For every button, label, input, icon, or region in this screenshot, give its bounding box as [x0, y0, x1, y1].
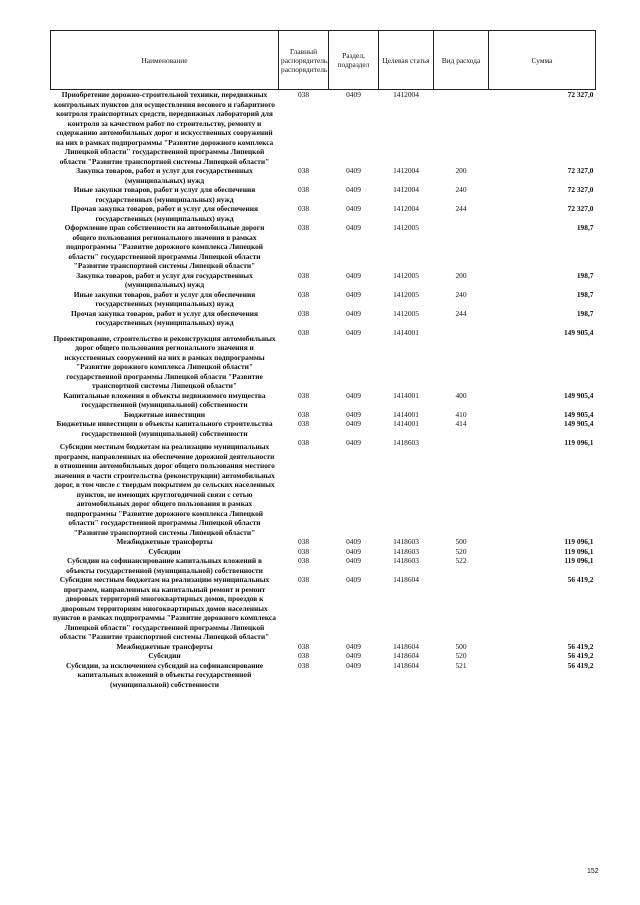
- row-name: Бюджетные инвестиции: [123, 409, 205, 419]
- row-expense-type: 240: [455, 185, 467, 194]
- row-name: Прочая закупка товаров, работ и услуг для обеспечения государственных (муниципальных) нужд: [71, 204, 258, 223]
- table-row: [51, 223, 596, 271]
- row-target: 1412004: [393, 166, 419, 175]
- row-section: 0409: [346, 390, 361, 400]
- row-section: 0409: [346, 575, 361, 584]
- row-grbs: 038: [297, 185, 310, 194]
- row-target: 1414001: [393, 419, 419, 428]
- table-row: [51, 419, 596, 438]
- table-row: [51, 391, 596, 410]
- row-target: 1418603: [393, 556, 419, 565]
- row-section: 0409: [346, 419, 361, 428]
- row-sum: 149 905,4: [563, 390, 594, 400]
- table-row: [51, 328, 596, 391]
- row-expense-type: 200: [455, 270, 467, 280]
- row-target: 1412005: [393, 223, 419, 232]
- row-name: Прочая закупка товаров, работ и услуг для обеспечения государственных (муниципальных) нужд: [71, 308, 258, 327]
- row-sum: 198,7: [576, 270, 594, 280]
- row-grbs: 038: [297, 651, 310, 660]
- budget-table-page: [50, 30, 595, 689]
- row-sum: 149 905,4: [563, 409, 594, 419]
- header-sum: Сумма: [489, 31, 596, 90]
- table-header-row: [51, 31, 596, 90]
- row-target: 1418604: [393, 575, 419, 584]
- row-expense-type: 414: [455, 419, 467, 428]
- table-row: [51, 661, 596, 690]
- table-row: [51, 90, 596, 167]
- header-grbs: Главный распорядитель, распорядитель: [279, 31, 329, 90]
- row-target: 1414001: [393, 409, 419, 419]
- table-row: [51, 547, 596, 557]
- row-grbs: 038: [297, 546, 310, 556]
- budget-table: [50, 30, 596, 689]
- row-expense-type: 240: [455, 289, 467, 299]
- row-sum: 72 327,0: [567, 204, 594, 213]
- table-row: [51, 537, 596, 547]
- row-name: Субсидии на софинансирование капитальных вложений в объекты государственной (муниципальной) собственности: [66, 556, 263, 575]
- row-name: Иные закупки товаров, работ и услуг для обеспечения государственных (муниципальных) нужд: [73, 289, 256, 308]
- row-grbs: 038: [297, 641, 310, 651]
- row-grbs: 038: [297, 537, 310, 546]
- row-expense-type: 520: [455, 546, 467, 556]
- row-name: Субсидии, за исключением субсидий на софинансирование капитальных вложений в объекты государственной (муниципальной) собственности: [65, 660, 263, 689]
- row-section: 0409: [346, 185, 361, 194]
- row-grbs: 038: [297, 308, 310, 318]
- row-sum: 119 096,1: [564, 546, 594, 556]
- row-target: 1412005: [393, 289, 419, 299]
- row-expense-type: [434, 438, 489, 537]
- row-name: Субсидии: [148, 546, 181, 556]
- row-sum: 119 096,1: [564, 556, 594, 565]
- row-sum: 149 905,4: [563, 419, 594, 428]
- table-row: [51, 185, 596, 204]
- row-sum: 56 419,2: [567, 641, 594, 651]
- row-expense-type: [434, 223, 489, 271]
- row-section: 0409: [346, 556, 361, 565]
- row-target: 1418603: [393, 546, 419, 556]
- row-sum: 72 327,0: [567, 90, 594, 99]
- row-target: 1414001: [393, 390, 419, 400]
- row-grbs: 038: [297, 556, 310, 565]
- row-section: 0409: [346, 166, 361, 175]
- row-section: 0409: [346, 409, 361, 419]
- header-target: Целевая статья: [379, 31, 434, 90]
- table-row: [51, 556, 596, 575]
- row-name: Субсидии местным бюджетам на реализацию муниципальных программ, направленных на обеспечение дорожной деятельности в отношении автомобильных дорог общего пользования местного значения в части строительства (реконструкции) автомобильных дорог, в том числе с твердым покрытием до сельских населенных пунктов, не имеющих круглогодичной связи с сетью автомобильных дорог общего пользования в рамках подпрограммы "Развитие дорожного комплекса Липецкой области" государственной программы Липецкой области "Развитие транспортной системы Липецкой области": [54, 442, 275, 537]
- row-expense-type: 500: [455, 537, 467, 546]
- table-row: [51, 204, 596, 223]
- row-sum: 72 327,0: [567, 185, 594, 194]
- row-name: Субсидии местным бюджетам на реализацию муниципальных программ, направленных на капитальный ремонт и ремонт дворовых территорий многоквартирных домов, проездов к дворовым территориям многоквартирных домов населенных пунктов в рамках подпрограммы "Развитие дорожного комплекса Липецкой области" государственной программы Липецкой области "Развитие транспортной системы Липецкой области": [52, 575, 276, 641]
- row-section: 0409: [346, 641, 361, 651]
- row-target: 1414001: [393, 327, 419, 337]
- row-grbs: 038: [297, 166, 310, 175]
- row-expense-type: 500: [455, 641, 467, 651]
- row-grbs: 038: [297, 660, 310, 670]
- header-expense-type: Вид расхода: [434, 31, 489, 90]
- row-expense-type: 244: [455, 308, 467, 318]
- row-sum: 56 419,2: [567, 575, 594, 584]
- row-grbs: 038: [297, 270, 310, 280]
- row-target: 1418603: [393, 438, 419, 447]
- row-grbs: 038: [297, 409, 310, 419]
- row-grbs: 038: [297, 327, 310, 337]
- row-sum: 72 327,0: [567, 166, 594, 175]
- row-name: Закупка товаров, работ и услуг для государственных (муниципальных) нужд: [76, 270, 253, 289]
- row-grbs: 038: [297, 419, 310, 428]
- row-sum: 198,7: [576, 289, 594, 299]
- row-expense-type: 521: [455, 660, 467, 670]
- table-row: [51, 290, 596, 309]
- row-target: 1412004: [393, 204, 419, 213]
- row-section: 0409: [346, 289, 361, 299]
- row-expense-type: 410: [455, 409, 467, 419]
- table-row: [51, 410, 596, 420]
- row-target: 1412005: [393, 308, 419, 318]
- row-section: 0409: [346, 660, 361, 670]
- row-grbs: 038: [297, 289, 310, 299]
- row-expense-type: 520: [455, 651, 467, 660]
- row-section: 0409: [346, 651, 361, 660]
- row-name: Межбюджетные трансферты: [116, 641, 213, 651]
- row-section: 0409: [346, 270, 361, 280]
- row-name: Проектирование, строительство и реконструкция автомобильных дорог общего пользования регионального значения и искусственных сооружений на них в рамках подпрограммы "Развитие дорожного комплекса Липецкой области" государственной программы Липецкой области "Развитие транспортной системы Липецкой области": [53, 333, 276, 390]
- row-expense-type: 200: [455, 166, 467, 175]
- row-target: 1418604: [393, 660, 419, 670]
- table-row: [51, 166, 596, 185]
- row-sum: 149 905,4: [563, 327, 594, 337]
- row-name: Субсидии: [148, 651, 181, 660]
- header-section: Раздел, подраздел: [329, 31, 379, 90]
- row-section: 0409: [346, 438, 361, 447]
- row-name: Бюджетные инвестиции в объекты капитального строительства государственной (муниципальной) собственности: [56, 419, 273, 438]
- row-target: 1418603: [393, 537, 419, 546]
- row-section: 0409: [346, 537, 361, 546]
- header-name: Наименование: [51, 31, 279, 90]
- row-name: Закупка товаров, работ и услуг для государственных (муниципальных) нужд: [76, 166, 253, 185]
- row-expense-type: [434, 90, 489, 167]
- row-grbs: 038: [297, 204, 310, 213]
- table-row: [51, 642, 596, 652]
- row-expense-type: 522: [455, 556, 467, 565]
- row-section: 0409: [346, 204, 361, 213]
- row-expense-type: [434, 575, 489, 642]
- row-section: 0409: [346, 546, 361, 556]
- row-target: 1412004: [393, 185, 419, 194]
- row-grbs: 038: [297, 90, 310, 99]
- row-section: 0409: [346, 223, 361, 232]
- row-expense-type: [434, 328, 489, 391]
- table-row: [51, 575, 596, 642]
- row-grbs: 038: [297, 575, 310, 584]
- row-name: Оформление прав собственности на автомобильные дороги общего пользования регионального значения в рамках подпрограммы "Развитие дорожного комплекса Липецкой области" государственной программы Липецкой области "Развитие транспортной системы Липецкой области": [64, 223, 265, 270]
- row-expense-type: 400: [455, 390, 467, 400]
- row-name: Приобретение дорожно-строительной техники, передвижных контрольных пунктов для осуществления весового и габаритного контроля транспортных средств, передвижных лабораторий для контроля за качеством работ по строительству, ремонту и содержанию автомобильных дорог и искусственных сооружений на них в рамках подпрограммы "Развитие дорожного комплекса Липецкой области" государственной программы Липецкой области "Развитие транспортной системы Липецкой области": [54, 90, 275, 166]
- row-sum: 119 096,1: [564, 537, 594, 546]
- row-grbs: 038: [297, 390, 310, 400]
- row-target: 1418604: [393, 641, 419, 651]
- row-name: Капитальные вложения в объекты недвижимого имущества государственной (муниципальной) собственности: [63, 390, 266, 409]
- table-row: [51, 271, 596, 290]
- table-row: [51, 438, 596, 537]
- row-sum: 119 096,1: [564, 438, 594, 447]
- row-sum: 56 419,2: [567, 660, 594, 670]
- table-row: [51, 651, 596, 661]
- row-sum: 198,7: [576, 308, 594, 318]
- row-target: 1412005: [393, 270, 419, 280]
- row-target: 1418604: [393, 651, 419, 660]
- row-sum: 198,7: [576, 223, 594, 232]
- row-section: 0409: [346, 327, 361, 337]
- table-row: [51, 309, 596, 328]
- row-section: 0409: [346, 90, 361, 99]
- row-sum: 56 419,2: [567, 651, 594, 660]
- row-grbs: 038: [297, 223, 310, 232]
- row-name: Иные закупки товаров, работ и услуг для обеспечения государственных (муниципальных) нужд: [73, 185, 256, 204]
- row-expense-type: 244: [455, 204, 467, 213]
- row-section: 0409: [346, 308, 361, 318]
- row-name: Межбюджетные трансферты: [116, 537, 213, 546]
- row-grbs: 038: [297, 438, 310, 447]
- page-number: 152: [587, 868, 599, 875]
- row-target: 1412004: [393, 90, 419, 99]
